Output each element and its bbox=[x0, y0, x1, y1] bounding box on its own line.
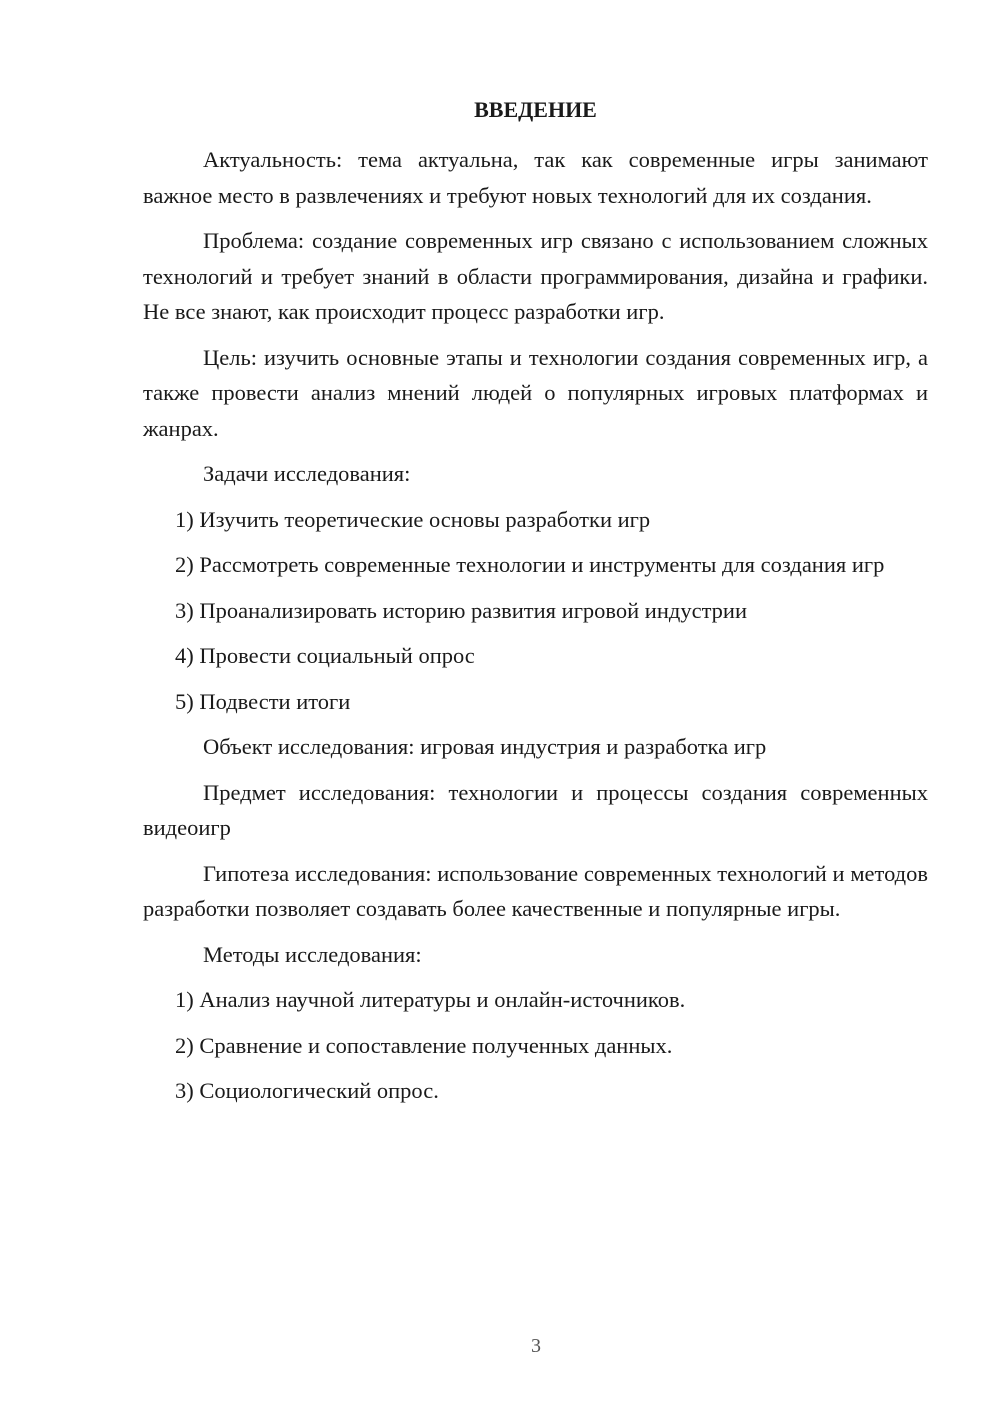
section-title: ВВЕДЕНИЕ bbox=[474, 97, 597, 122]
methods-heading: Методы исследования: bbox=[203, 941, 422, 967]
subject-paragraph: Предмет исследования: технологии и процессы создания современных видеоигр bbox=[143, 779, 928, 840]
task-item: 4) Провести социальный опрос bbox=[175, 643, 475, 668]
problem-paragraph: Проблема: создание современных игр связано с использованием сложных технологий и требует знаний в области программирования, дизайна и графики. Не все знают, как происходит процесс разработки игр. bbox=[143, 228, 928, 324]
task-item: 2) Рассмотреть современные технологии и инструменты для создания игр bbox=[175, 552, 885, 577]
page-number: 3 bbox=[531, 1335, 541, 1357]
method-item: 3) Социологический опрос. bbox=[175, 1078, 439, 1103]
relevance-paragraph: Актуальность: тема актуальна, так как современные игры занимают важное место в развлечениях и требуют новых технологий для их создания. bbox=[143, 147, 928, 208]
task-item: 3) Проанализировать историю развития игровой индустрии bbox=[175, 597, 748, 623]
page-content bbox=[143, 92, 928, 1119]
method-item: 2) Сравнение и сопоставление полученных данных. bbox=[175, 1032, 673, 1058]
task-item: 1) Изучить теоретические основы разработки игр bbox=[175, 506, 651, 532]
object-paragraph: Объект исследования: игровая индустрия и разработка игр bbox=[203, 734, 767, 759]
goal-paragraph: Цель: изучить основные этапы и технологии создания современных игр, а также провести анализ мнений людей о популярных игровых платформах и жанрах. bbox=[143, 344, 928, 441]
method-item: 1) Анализ научной литературы и онлайн-источников. bbox=[175, 987, 686, 1012]
task-item: 5) Подвести итоги bbox=[175, 688, 351, 714]
tasks-heading: Задачи исследования: bbox=[203, 461, 411, 486]
hypothesis-paragraph: Гипотеза исследования: использование современных технологий и методов разработки позволяет создавать более качественные и популярные игры. bbox=[143, 860, 928, 921]
